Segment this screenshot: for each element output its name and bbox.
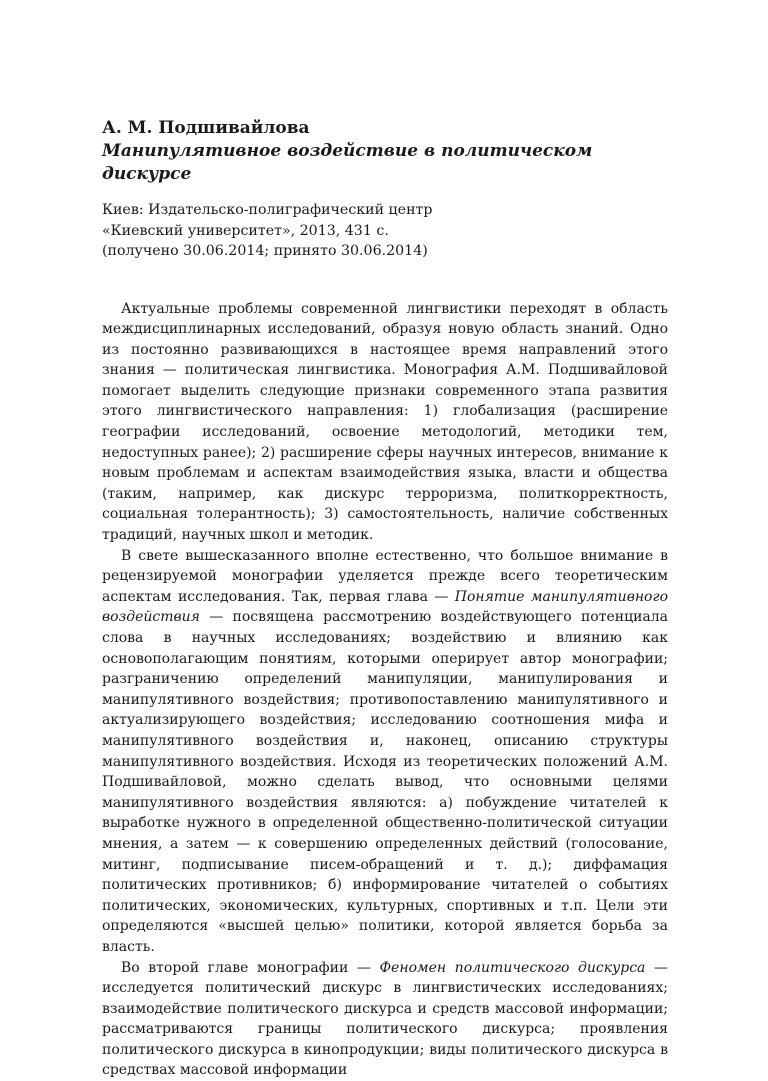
review-author: А. М. Подшивайлова: [102, 117, 668, 140]
paragraph-3-text-a: Во второй главе монографии —: [121, 960, 379, 976]
paragraph-3: [102, 958, 668, 1081]
chapter-1-title: Понятие манипулятивного воздействия: [102, 589, 668, 626]
paragraph-3-text-b: — исследуется политический дискурс в лингвистических исследованиях; взаимодействие политического дискурса и средств массовой информации; рассматриваются границы политического дискурса; проявления политического дискурса в кинопродукции; виды политического дискурса в средствах массовой информации: [102, 960, 668, 1079]
paragraph-1: Актуальные проблемы современной лингвистики переходят в область междисциплинарных исследований, образуя новую область знаний. Одно из постоянно развивающихся в настоящее время направлений этого знания — политическая лингвистика. Монография А.М. Подшивайловой помогает выделить следующие признаки современного этапа развития этого лингвистического направления: 1) глобализация (расширение географии исследований, освоение методологий, методики тем, недоступных ранее); 2) расширение сферы научных интересов, внимание к новым проблемам и аспектам взаимодействия языка, власти и общества (таким, например, как дискурс терроризма, политкорректность, социальная толерантность); 3) самостоятельность, наличие собственных традиций, научных школ и методик.: [102, 299, 668, 546]
paragraph-2: [102, 546, 668, 958]
paragraph-2-text-b: — посвящена рассмотрению воздействующего потенциала слова в научных исследованиях; воздействию и влиянию как основополагающим понятиям, которыми оперирует автор монографии; разграничению определений манипуляции, манипулирования и манипулятивного воздействия; противопоставлению манипулятивного и актуализирующего воздействия; исследованию соотношения мифа и манипулятивного воздействия и, наконец, описанию структуры манипулятивного воздействия. Исходя из теоретических положений А.М. Подшивайловой, можно сделать вывод, что основными целями манипулятивного воздействия являются: а) побуждение читателей к выработке нужного в определенной общественно-политической ситуации мнения, а затем — к совершению определенных действий (голосование, митинг, подписывание писем-обращений и т. д.); диффамация политических противников; б) информирование читателей о событиях политических, экономических, культурных, спортивных и т.п. Цели эти определяются «высшей целью» политики, которой является борьба за власть.: [102, 609, 668, 955]
publisher-line: Киев: Издательско-полиграфический центр: [102, 200, 668, 221]
paragraph-2-text-a: В свете вышесказанного вполне естественно, что большое внимание в рецензируемой монографии уделяется прежде всего теоретическим аспектам исследования. Так, первая глава —: [102, 548, 668, 605]
received-accepted-dates: (получено 30.06.2014; принято 30.06.2014): [102, 241, 668, 262]
book-title: Манипулятивное воздействие в политическом дискурсе: [102, 140, 668, 186]
review-page: [102, 117, 668, 1081]
chapter-2-title: Феномен политического дискурса: [379, 960, 645, 976]
review-body: [102, 299, 668, 1081]
bibliographic-info: [102, 200, 668, 262]
publication-details: «Киевский университет», 2013, 431 с.: [102, 221, 668, 242]
